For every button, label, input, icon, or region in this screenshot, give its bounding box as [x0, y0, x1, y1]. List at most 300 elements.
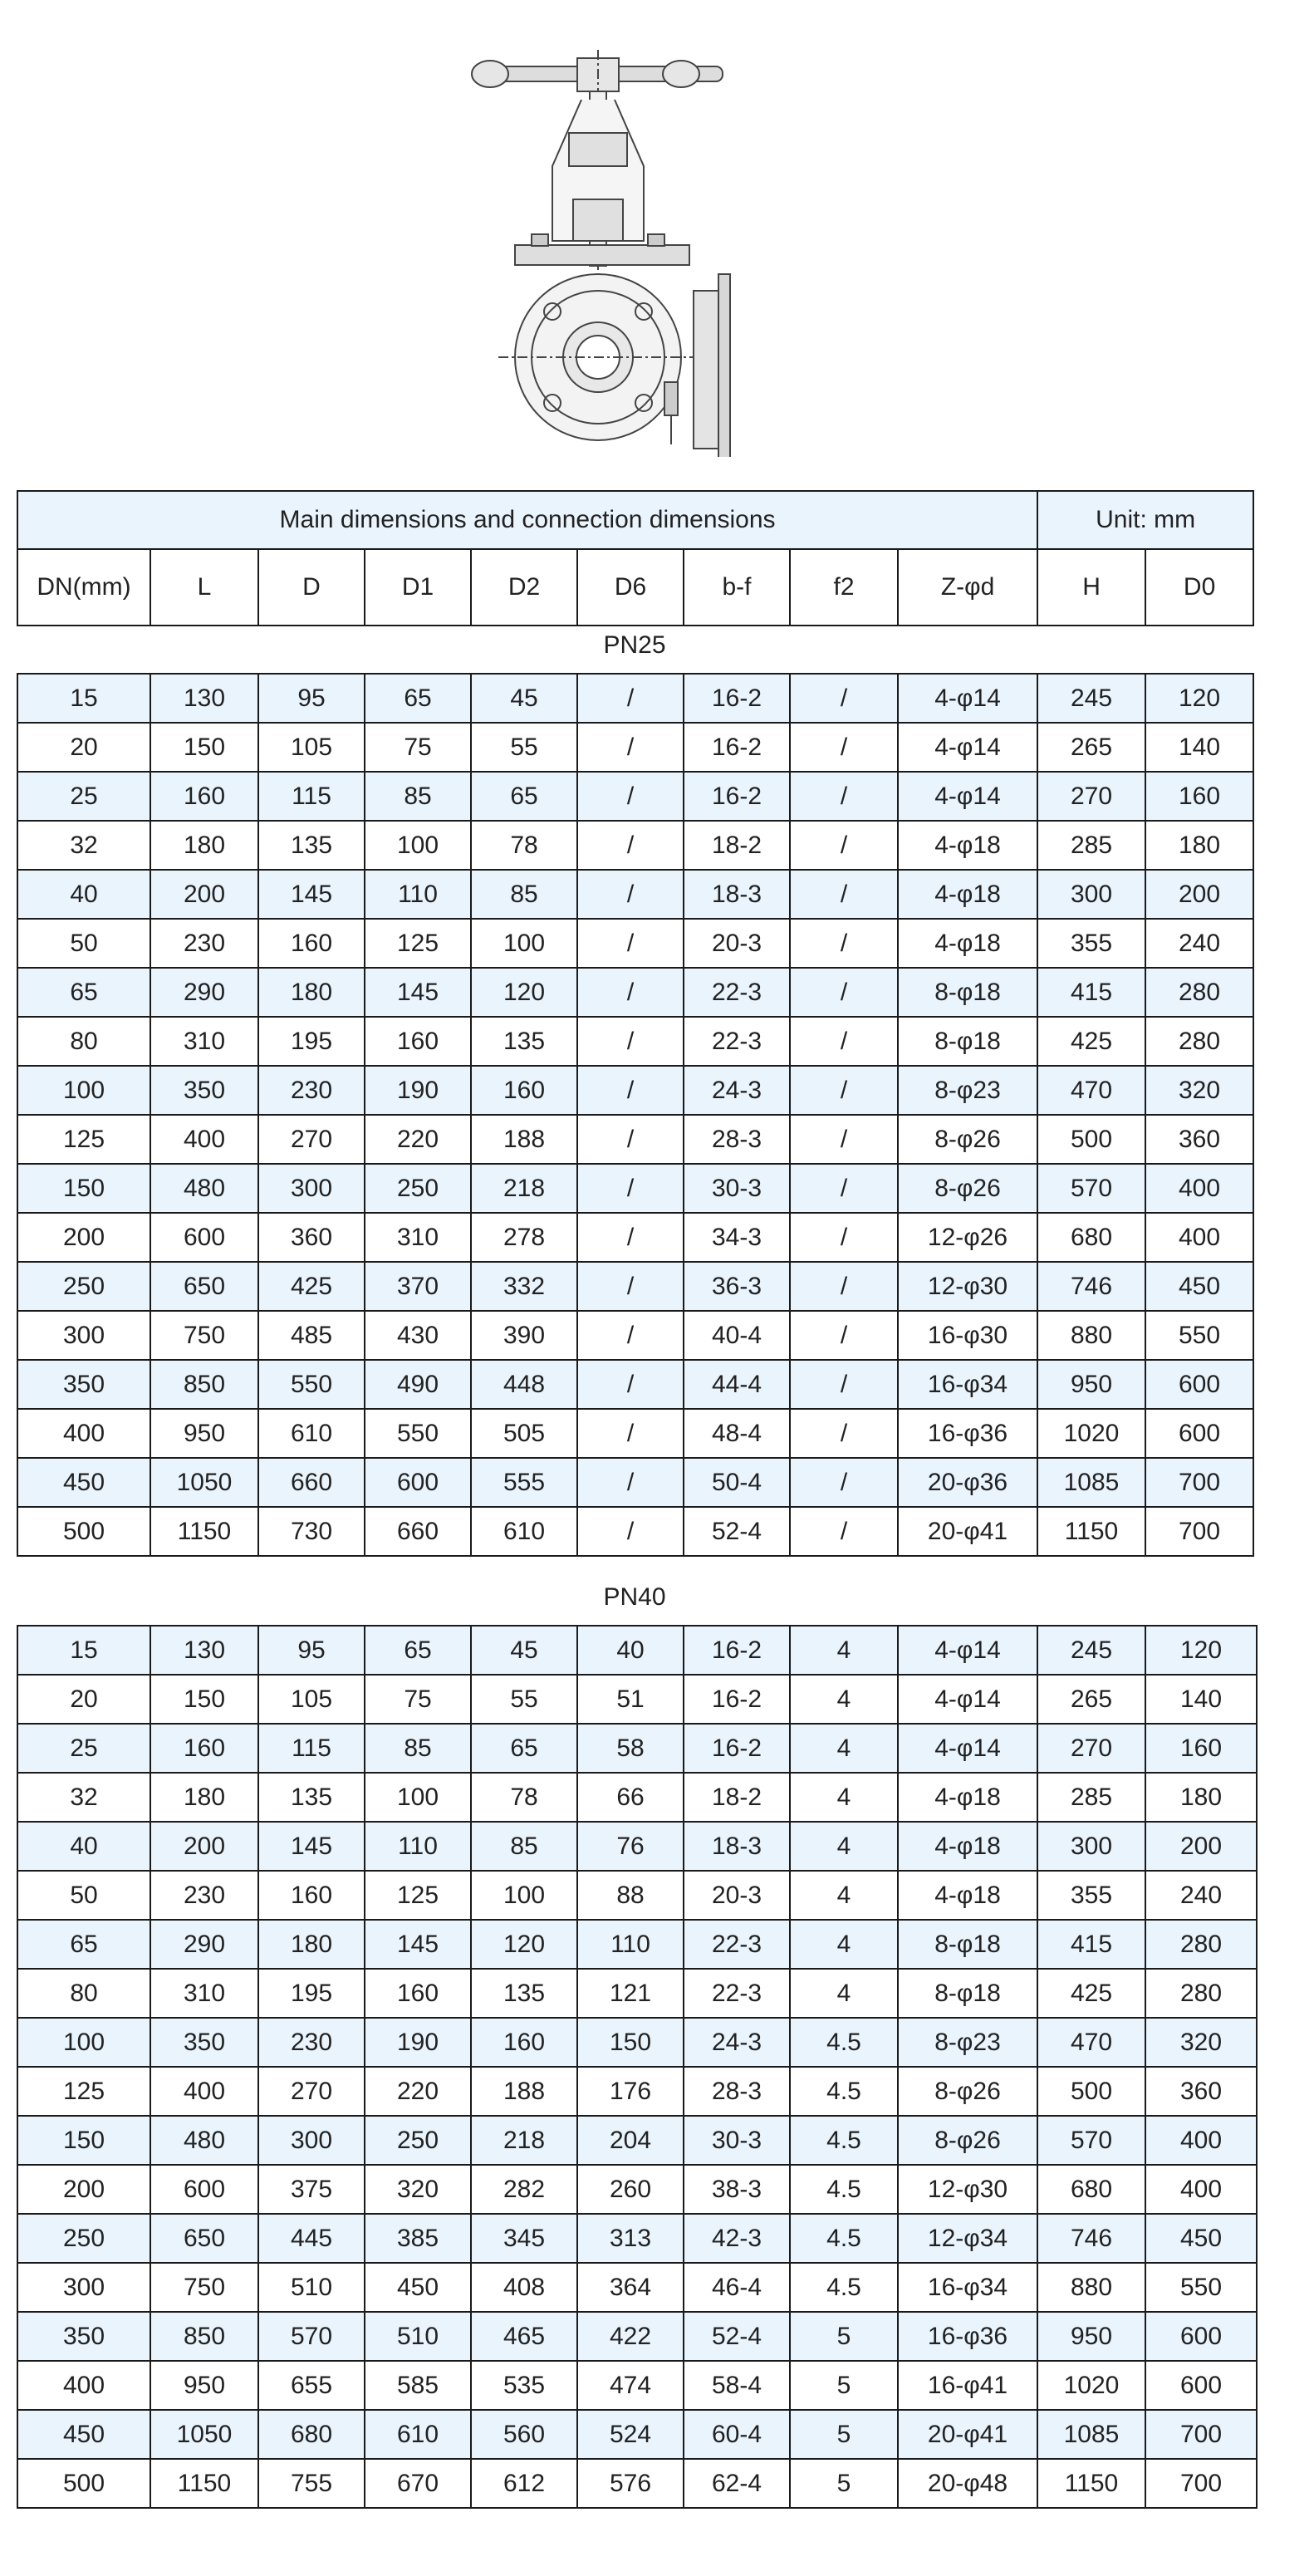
- table-row: [17, 2459, 1257, 2508]
- table-cell: 30-3: [684, 2116, 790, 2165]
- table-cell: 78: [471, 821, 577, 870]
- table-cell: 485: [258, 1311, 365, 1360]
- table-cell: 32: [17, 821, 150, 870]
- table-cell: 4-φ18: [898, 1773, 1037, 1822]
- table-cell: 8-φ23: [898, 1066, 1037, 1115]
- table-cell: 135: [471, 1969, 577, 2018]
- table-cell: 20: [17, 1675, 150, 1724]
- table-cell: 5: [790, 2459, 898, 2508]
- table-cell: 200: [17, 2165, 150, 2214]
- table-cell: 750: [150, 2263, 258, 2312]
- table-cell: 570: [258, 2312, 365, 2361]
- table-cell: 280: [1145, 1920, 1257, 1969]
- table-cell: 425: [258, 1262, 365, 1311]
- table-cell: 500: [17, 2459, 150, 2508]
- table-cell: 400: [1145, 2116, 1257, 2165]
- table-cell: 100: [365, 821, 471, 870]
- table-cell: 4-φ14: [898, 772, 1037, 821]
- table-cell: 36-3: [684, 1262, 790, 1311]
- table-row: [17, 2067, 1257, 2116]
- table-row: [17, 1458, 1253, 1507]
- table-cell: 160: [471, 2018, 577, 2067]
- table-cell: 880: [1037, 1311, 1145, 1360]
- column-header: L: [150, 549, 258, 626]
- table-cell: /: [577, 821, 684, 870]
- table-cell: 15: [17, 1626, 150, 1675]
- table-row: [17, 1675, 1257, 1724]
- table-cell: 400: [1145, 2165, 1257, 2214]
- table-cell: /: [790, 1409, 898, 1458]
- table-cell: 22-3: [684, 1017, 790, 1066]
- table-cell: 8-φ18: [898, 1920, 1037, 1969]
- table-row: [17, 1920, 1257, 1969]
- table-cell: 390: [471, 1311, 577, 1360]
- table-cell: 8-φ23: [898, 2018, 1037, 2067]
- table-row: [17, 772, 1253, 821]
- table-cell: 660: [258, 1458, 365, 1507]
- table-cell: 535: [471, 2361, 577, 2410]
- table-row: [17, 2361, 1257, 2410]
- table-cell: 22-3: [684, 1920, 790, 1969]
- table-cell: 4-φ14: [898, 1724, 1037, 1773]
- table-cell: 160: [258, 1871, 365, 1920]
- table-cell: 190: [365, 1066, 471, 1115]
- table-cell: 200: [150, 1822, 258, 1871]
- table-cell: 425: [1037, 1017, 1145, 1066]
- table-title: Main dimensions and connection dimensions: [17, 491, 1037, 549]
- table-cell: 230: [150, 919, 258, 968]
- table-cell: 16-2: [684, 1675, 790, 1724]
- table-cell: 230: [258, 1066, 365, 1115]
- table-cell: 250: [17, 1262, 150, 1311]
- table-cell: /: [790, 1017, 898, 1066]
- table-cell: 555: [471, 1458, 577, 1507]
- table-cell: 1020: [1037, 1409, 1145, 1458]
- table-row: [17, 1360, 1253, 1409]
- table-cell: 600: [1145, 1360, 1253, 1409]
- table-cell: 950: [1037, 2312, 1145, 2361]
- table-cell: 480: [150, 1164, 258, 1213]
- table-cell: 16-φ34: [898, 2263, 1037, 2312]
- table-cell: /: [790, 1213, 898, 1262]
- table-cell: 550: [258, 1360, 365, 1409]
- table-cell: 480: [150, 2116, 258, 2165]
- table-row: [17, 968, 1253, 1017]
- table-cell: 180: [258, 968, 365, 1017]
- table-cell: 58-4: [684, 2361, 790, 2410]
- table-cell: 58: [577, 1724, 684, 1773]
- table-cell: 310: [365, 1213, 471, 1262]
- table-cell: /: [577, 1409, 684, 1458]
- table-cell: 310: [150, 1969, 258, 2018]
- table-cell: 75: [365, 1675, 471, 1724]
- table-cell: 180: [258, 1920, 365, 1969]
- table-cell: 16-φ36: [898, 1409, 1037, 1458]
- table-cell: 600: [1145, 2312, 1257, 2361]
- table-cell: 470: [1037, 2018, 1145, 2067]
- table-row: [17, 870, 1253, 919]
- table-cell: 65: [17, 968, 150, 1017]
- table-cell: 240: [1145, 1871, 1257, 1920]
- table-cell: 220: [365, 1115, 471, 1164]
- table-cell: 100: [365, 1773, 471, 1822]
- table-cell: /: [790, 1164, 898, 1213]
- table-cell: 145: [258, 870, 365, 919]
- table-row: [17, 674, 1253, 723]
- table-cell: 4: [790, 1724, 898, 1773]
- table-cell: 38-3: [684, 2165, 790, 2214]
- table-cell: 12-φ30: [898, 2165, 1037, 2214]
- table-cell: 62-4: [684, 2459, 790, 2508]
- table-cell: 130: [150, 674, 258, 723]
- table-cell: /: [577, 1066, 684, 1115]
- table-cell: 16-φ41: [898, 2361, 1037, 2410]
- table-cell: 375: [258, 2165, 365, 2214]
- table-row: [17, 1017, 1253, 1066]
- unit-label: Unit: mm: [1037, 491, 1253, 549]
- table-cell: 218: [471, 2116, 577, 2165]
- table-cell: 220: [365, 2067, 471, 2116]
- table-cell: 746: [1037, 2214, 1145, 2263]
- table-cell: 282: [471, 2165, 577, 2214]
- table-cell: 278: [471, 1213, 577, 1262]
- column-header: H: [1037, 549, 1145, 626]
- table-cell: 115: [258, 1724, 365, 1773]
- dimensions-header-table: [17, 490, 1254, 626]
- table-cell: 290: [150, 968, 258, 1017]
- table-cell: 450: [17, 2410, 150, 2459]
- table-cell: 585: [365, 2361, 471, 2410]
- table-cell: 650: [150, 1262, 258, 1311]
- table-cell: 320: [365, 2165, 471, 2214]
- table-cell: 4-φ14: [898, 1626, 1037, 1675]
- table-cell: /: [577, 1507, 684, 1556]
- table-cell: 4: [790, 1773, 898, 1822]
- table-cell: 5: [790, 2312, 898, 2361]
- table-cell: 160: [150, 772, 258, 821]
- table-cell: 20-φ41: [898, 2410, 1037, 2459]
- table-cell: 50: [17, 919, 150, 968]
- table-cell: 400: [17, 1409, 150, 1458]
- table-cell: 160: [1145, 772, 1253, 821]
- table-cell: 450: [17, 1458, 150, 1507]
- table-cell: 188: [471, 2067, 577, 2116]
- column-header: D1: [365, 549, 471, 626]
- table-cell: 700: [1145, 2410, 1257, 2459]
- table-cell: 188: [471, 1115, 577, 1164]
- table-cell: 660: [365, 1507, 471, 1556]
- table-cell: 230: [258, 2018, 365, 2067]
- section-label-pn25: PN25: [603, 631, 666, 659]
- table-cell: 120: [471, 1920, 577, 1969]
- table-cell: 700: [1145, 1458, 1253, 1507]
- table-cell: 8-φ26: [898, 1115, 1037, 1164]
- table-cell: 12-φ34: [898, 2214, 1037, 2263]
- table-cell: /: [790, 870, 898, 919]
- table-cell: 110: [577, 1920, 684, 1969]
- table-cell: 650: [150, 2214, 258, 2263]
- table-cell: 400: [150, 2067, 258, 2116]
- table-cell: 560: [471, 2410, 577, 2459]
- pn40-table: [17, 1625, 1258, 2509]
- table-cell: /: [790, 723, 898, 772]
- table-cell: 8-φ26: [898, 2067, 1037, 2116]
- table-cell: 300: [1037, 1822, 1145, 1871]
- table-cell: /: [577, 1458, 684, 1507]
- table-cell: 4.5: [790, 2263, 898, 2312]
- table-cell: 110: [365, 1822, 471, 1871]
- table-cell: 270: [258, 1115, 365, 1164]
- table-cell: 55: [471, 1675, 577, 1724]
- table-cell: 1020: [1037, 2361, 1145, 2410]
- table-cell: 12-φ26: [898, 1213, 1037, 1262]
- table-cell: 5: [790, 2410, 898, 2459]
- table-cell: 40: [17, 1822, 150, 1871]
- table-cell: 75: [365, 723, 471, 772]
- table-cell: 320: [1145, 2018, 1257, 2067]
- table-cell: 28-3: [684, 1115, 790, 1164]
- table-cell: 360: [1145, 1115, 1253, 1164]
- table-cell: 470: [1037, 1066, 1145, 1115]
- table-cell: 95: [258, 1626, 365, 1675]
- table-cell: 20-φ48: [898, 2459, 1037, 2508]
- table-cell: 746: [1037, 1262, 1145, 1311]
- table-cell: 16-φ36: [898, 2312, 1037, 2361]
- column-header-row: [17, 549, 1253, 626]
- table-cell: 160: [150, 1724, 258, 1773]
- table-cell: 1050: [150, 1458, 258, 1507]
- table-cell: 550: [1145, 1311, 1253, 1360]
- table-cell: 22-3: [684, 1969, 790, 2018]
- table-cell: 4.5: [790, 2018, 898, 2067]
- table-cell: 285: [1037, 821, 1145, 870]
- table-cell: 300: [258, 1164, 365, 1213]
- table-cell: 250: [365, 1164, 471, 1213]
- table-cell: 474: [577, 2361, 684, 2410]
- table-cell: /: [790, 968, 898, 1017]
- table-cell: /: [790, 772, 898, 821]
- table-cell: 78: [471, 1773, 577, 1822]
- table-cell: 450: [1145, 1262, 1253, 1311]
- table-cell: 40: [17, 870, 150, 919]
- table-row: [17, 2410, 1257, 2459]
- table-cell: 4-φ14: [898, 723, 1037, 772]
- table-cell: 4.5: [790, 2214, 898, 2263]
- table-cell: /: [577, 674, 684, 723]
- table-cell: 51: [577, 1675, 684, 1724]
- table-cell: 18-3: [684, 1822, 790, 1871]
- column-header: D6: [577, 549, 684, 626]
- table-cell: 4-φ18: [898, 870, 1037, 919]
- table-row: [17, 1626, 1257, 1675]
- table-cell: 576: [577, 2459, 684, 2508]
- table-cell: 100: [471, 919, 577, 968]
- table-cell: /: [577, 1164, 684, 1213]
- table-cell: 1085: [1037, 2410, 1145, 2459]
- column-header: f2: [790, 549, 898, 626]
- table-cell: 350: [17, 1360, 150, 1409]
- table-cell: 755: [258, 2459, 365, 2508]
- table-cell: 600: [150, 2165, 258, 2214]
- table-cell: 270: [1037, 772, 1145, 821]
- table-cell: 85: [471, 1822, 577, 1871]
- table-cell: 55: [471, 723, 577, 772]
- table-cell: 285: [1037, 1773, 1145, 1822]
- table-row: [17, 1115, 1253, 1164]
- table-cell: /: [577, 1115, 684, 1164]
- table-cell: 8-φ18: [898, 968, 1037, 1017]
- table-row: [17, 2263, 1257, 2312]
- table-cell: 4: [790, 1871, 898, 1920]
- table-cell: 385: [365, 2214, 471, 2263]
- table-cell: 24-3: [684, 2018, 790, 2067]
- table-row: [17, 2312, 1257, 2361]
- table-cell: 30-3: [684, 1164, 790, 1213]
- table-row: [17, 1969, 1257, 2018]
- table-cell: 400: [1145, 1213, 1253, 1262]
- table-cell: 160: [471, 1066, 577, 1115]
- table-cell: 16-φ34: [898, 1360, 1037, 1409]
- table-cell: 105: [258, 1675, 365, 1724]
- table-cell: 4: [790, 1822, 898, 1871]
- table-cell: /: [790, 919, 898, 968]
- table-cell: 176: [577, 2067, 684, 2116]
- table-cell: 20-3: [684, 919, 790, 968]
- table-cell: 24-3: [684, 1066, 790, 1115]
- table-cell: 80: [17, 1969, 150, 2018]
- table-cell: 120: [1145, 1626, 1257, 1675]
- table-cell: 655: [258, 2361, 365, 2410]
- table-cell: 350: [17, 2312, 150, 2361]
- table-cell: 150: [17, 1164, 150, 1213]
- table-cell: 680: [258, 2410, 365, 2459]
- table-cell: 600: [1145, 1409, 1253, 1458]
- table-cell: 950: [1037, 1360, 1145, 1409]
- table-cell: 250: [365, 2116, 471, 2165]
- table-cell: 700: [1145, 1507, 1253, 1556]
- table-cell: 180: [1145, 1773, 1257, 1822]
- table-cell: /: [577, 968, 684, 1017]
- table-cell: /: [790, 1458, 898, 1507]
- table-cell: 100: [471, 1871, 577, 1920]
- table-cell: 425: [1037, 1969, 1145, 2018]
- table-row: [17, 1822, 1257, 1871]
- table-cell: 265: [1037, 723, 1145, 772]
- table-cell: 195: [258, 1017, 365, 1066]
- table-cell: 4.5: [790, 2116, 898, 2165]
- table-cell: 50-4: [684, 1458, 790, 1507]
- table-cell: 850: [150, 2312, 258, 2361]
- table-cell: 22-3: [684, 968, 790, 1017]
- table-cell: 550: [365, 1409, 471, 1458]
- table-cell: /: [577, 1017, 684, 1066]
- table-cell: 300: [258, 2116, 365, 2165]
- table-cell: 355: [1037, 919, 1145, 968]
- table-cell: 160: [365, 1969, 471, 2018]
- table-cell: 95: [258, 674, 365, 723]
- table-cell: 490: [365, 1360, 471, 1409]
- table-row: [17, 1724, 1257, 1773]
- table-row: [17, 1164, 1253, 1213]
- table-cell: 448: [471, 1360, 577, 1409]
- table-cell: 20-φ41: [898, 1507, 1037, 1556]
- table-cell: 400: [1145, 1164, 1253, 1213]
- table-cell: 4-φ18: [898, 1871, 1037, 1920]
- table-row: [17, 919, 1253, 968]
- table-cell: 180: [150, 1773, 258, 1822]
- table-cell: 20-3: [684, 1871, 790, 1920]
- table-cell: 850: [150, 1360, 258, 1409]
- table-cell: 8-φ18: [898, 1969, 1037, 2018]
- table-cell: 40-4: [684, 1311, 790, 1360]
- table-cell: 245: [1037, 1626, 1145, 1675]
- table-row: [17, 1213, 1253, 1262]
- table-cell: 265: [1037, 1675, 1145, 1724]
- table-cell: 25: [17, 1724, 150, 1773]
- table-cell: 52-4: [684, 1507, 790, 1556]
- table-cell: 408: [471, 2263, 577, 2312]
- table-cell: 150: [150, 1675, 258, 1724]
- table-cell: 500: [1037, 1115, 1145, 1164]
- table-cell: 218: [471, 1164, 577, 1213]
- table-cell: 160: [1145, 1724, 1257, 1773]
- table-cell: 125: [365, 919, 471, 968]
- table-cell: 250: [17, 2214, 150, 2263]
- table-cell: 15: [17, 674, 150, 723]
- table-cell: 4-φ18: [898, 919, 1037, 968]
- table-cell: 65: [471, 772, 577, 821]
- column-header: Z-φd: [898, 549, 1037, 626]
- table-cell: 18-2: [684, 1773, 790, 1822]
- table-cell: 400: [17, 2361, 150, 2410]
- table-cell: /: [790, 1115, 898, 1164]
- table-cell: 121: [577, 1969, 684, 2018]
- table-row: [17, 2116, 1257, 2165]
- table-cell: /: [790, 1066, 898, 1115]
- table-cell: /: [577, 1360, 684, 1409]
- table-cell: 32: [17, 1773, 150, 1822]
- table-cell: 120: [1145, 674, 1253, 723]
- table-cell: 4-φ18: [898, 821, 1037, 870]
- table-cell: 16-2: [684, 674, 790, 723]
- table-cell: 88: [577, 1871, 684, 1920]
- table-cell: 360: [1145, 2067, 1257, 2116]
- table-cell: 270: [258, 2067, 365, 2116]
- table-cell: 450: [1145, 2214, 1257, 2263]
- table-cell: /: [790, 674, 898, 723]
- table-cell: 145: [365, 968, 471, 1017]
- table-cell: 430: [365, 1311, 471, 1360]
- table-cell: 44-4: [684, 1360, 790, 1409]
- table-cell: 1150: [1037, 2459, 1145, 2508]
- table-cell: 600: [365, 1458, 471, 1507]
- table-cell: 34-3: [684, 1213, 790, 1262]
- table-cell: 280: [1145, 1969, 1257, 2018]
- table-cell: 1150: [150, 2459, 258, 2508]
- table-cell: /: [577, 870, 684, 919]
- column-header: DN(mm): [17, 549, 150, 626]
- table-cell: 80: [17, 1017, 150, 1066]
- table-cell: 245: [1037, 674, 1145, 723]
- table-cell: 360: [258, 1213, 365, 1262]
- table-cell: 4-φ14: [898, 674, 1037, 723]
- table-cell: 125: [365, 1871, 471, 1920]
- table-cell: 400: [150, 1115, 258, 1164]
- table-cell: 12-φ30: [898, 1262, 1037, 1311]
- table-cell: 16-2: [684, 723, 790, 772]
- table-row: [17, 1409, 1253, 1458]
- table-cell: 290: [150, 1920, 258, 1969]
